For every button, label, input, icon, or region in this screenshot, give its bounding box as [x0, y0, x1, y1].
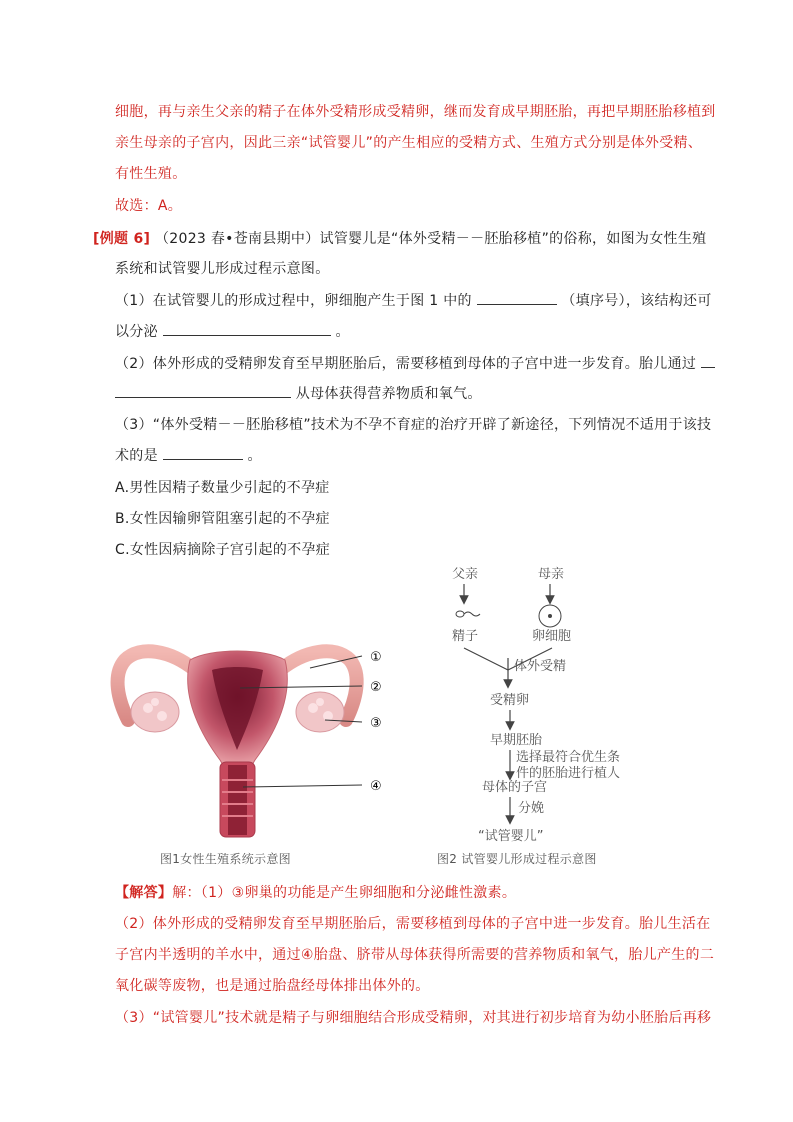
option-a: A.男性因精子数量少引起的不孕症	[115, 480, 330, 496]
answer-a2-line3: 氧化碳等废物，也是通过胎盘经母体排出体外的。	[115, 978, 430, 994]
question-source-line1: （2023 春•苍南县期中）试管婴儿是“体外受精－－胚胎移植”的俗称，如图为女性生殖	[154, 231, 707, 247]
fig1-label-2: ②	[370, 680, 382, 695]
question-source-line2: 系统和试管婴儿形成过程示意图。	[115, 261, 330, 277]
q1-text-c: 以分泌	[115, 324, 158, 340]
fig2-baby: “试管婴儿”	[478, 829, 544, 844]
prev-answer-line2: 亲生母亲的子宫内，因此三亲“试管婴儿”的产生相应的受精方式、生殖方式分别是体外受精、	[115, 135, 703, 151]
fig1-label-3: ③	[370, 716, 382, 731]
fig2-uterus: 母体的子宫	[482, 780, 548, 795]
prev-answer-choice: 故选：A。	[115, 198, 183, 214]
q1-blank-1[interactable]	[477, 290, 557, 305]
option-c: C.女性因病摘除子宫引起的不孕症	[115, 542, 331, 558]
q1-line1	[115, 290, 712, 310]
q2-blank-start[interactable]	[701, 353, 715, 368]
fig2-mother: 母亲	[538, 567, 565, 582]
q1-blank-2[interactable]	[163, 321, 331, 336]
fig2-zygote: 受精卵	[490, 693, 530, 708]
q3-blank[interactable]	[163, 445, 243, 460]
fig2-father: 父亲	[452, 567, 479, 582]
figure1-diagram	[100, 630, 400, 870]
q1-text-d: 。	[335, 324, 350, 340]
q3-text-b: 术的是	[115, 448, 158, 464]
question-header	[93, 228, 706, 248]
fig2-fertilization: 体外受精	[514, 659, 567, 674]
q2-text-a: （2）体外形成的受精卵发育至早期胚胎后，需要移植到母体的子宫中进一步发育。胎儿通过	[115, 356, 697, 372]
figure1-caption: 图1女性生殖系统示意图	[160, 852, 291, 866]
option-b: B.女性因输卵管阻塞引起的不孕症	[115, 511, 330, 527]
q2-blank[interactable]	[115, 383, 291, 398]
fig2-delivery: 分娩	[518, 801, 545, 816]
answer-line1	[115, 882, 516, 902]
prev-answer-line1: 细胞，再与亲生父亲的精子在体外受精形成受精卵，继而发育成早期胚胎，再把早期胚胎移植到	[115, 104, 716, 120]
q1-text-a: （1）在试管婴儿的形成过程中，卵细胞产生于图 1 中的	[115, 293, 472, 309]
q1-text-b: （填序号），该结构还可	[561, 293, 712, 309]
figure2-diagram	[430, 562, 660, 847]
answer-a1: 解：（1）③卵巢的功能是产生卵细胞和分泌雌性激素。	[172, 885, 517, 901]
q3-text-c: 。	[247, 448, 262, 464]
fig1-label-1: ①	[370, 650, 382, 665]
fig2-select-2: 件的胚胎进行植人	[516, 766, 621, 781]
figure2-caption: 图2 试管婴儿形成过程示意图	[437, 852, 597, 866]
egg-icon	[539, 605, 561, 627]
q2-line2	[115, 383, 482, 403]
prev-answer-line3: 有性生殖。	[115, 166, 187, 182]
q2-line1	[115, 353, 715, 373]
answer-tag: 【解答】	[115, 885, 173, 901]
fig2-sperm: 精子	[452, 629, 479, 644]
fig2-embryo: 早期胚胎	[490, 733, 543, 748]
answer-a2-line2: 子宫内半透明的羊水中，通过④胎盘、脐带从母体获得所需要的营养物质和氧气，胎儿产生的二	[115, 947, 715, 963]
answer-a2-line1: （2）体外形成的受精卵发育至早期胚胎后，需要移植到母体的子宫中进一步发育。胎儿生活在	[115, 916, 711, 932]
q1-line2	[115, 321, 350, 341]
sperm-icon	[456, 611, 480, 617]
q2-text-b: 从母体获得营养物质和氧气。	[295, 386, 482, 402]
fig1-label-4: ④	[370, 779, 382, 794]
question-tag: [例题 6]	[93, 231, 151, 247]
fig2-select-1: 选择最符合优生条	[516, 750, 621, 765]
q3-line2	[115, 445, 262, 465]
answer-a3-line1: （3）“试管婴儿”技术就是精子与卵细胞结合形成受精卵，对其进行初步培育为幼小胚胎后再移	[115, 1010, 712, 1026]
fig2-egg: 卵细胞	[532, 629, 572, 644]
q3-line1: （3）“体外受精－－胚胎移植”技术为不孕不育症的治疗开辟了新途径，下列情况不适用于该技	[115, 417, 712, 433]
